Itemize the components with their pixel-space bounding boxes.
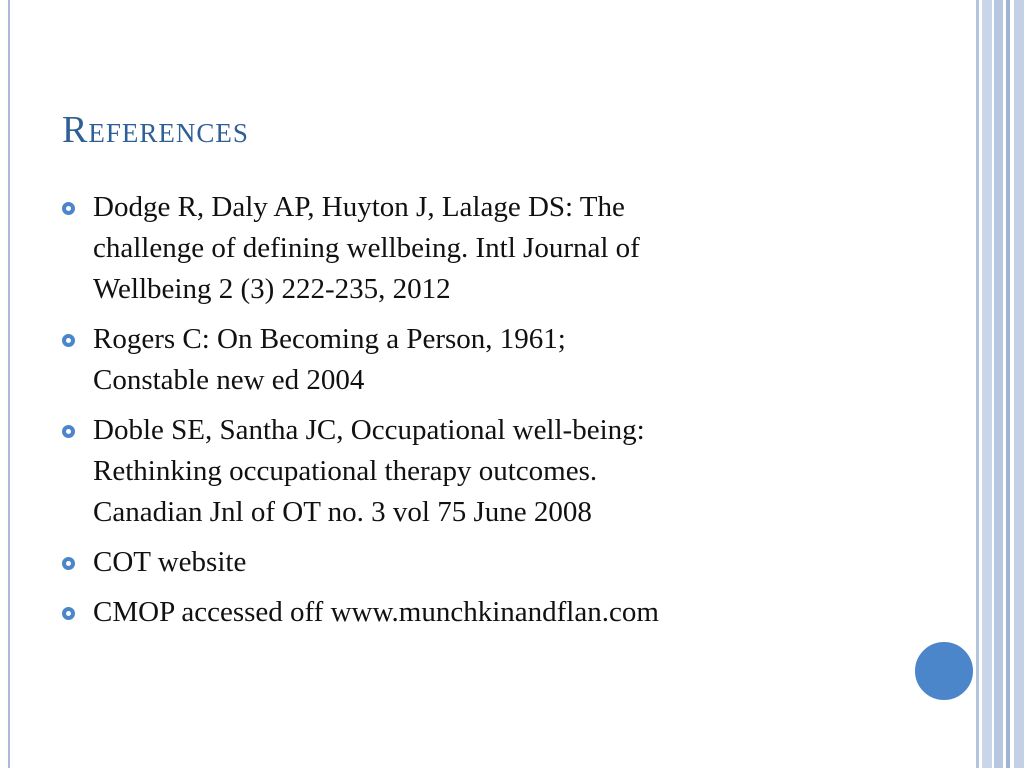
reference-item	[62, 319, 862, 401]
reference-text: Doble SE, Santha JC, Occupational well-being: Rethinking occupational therapy outcomes. Canadian Jnl of OT no. 3 vol 75 June 2008	[93, 414, 645, 528]
bullet-ring-icon	[62, 607, 75, 620]
reference-text: Rogers C: On Becoming a Person, 1961; Constable new ed 2004	[93, 323, 566, 396]
bullet-ring-icon	[62, 425, 75, 438]
bullet-ring-icon	[62, 202, 75, 215]
stripe	[1014, 0, 1024, 768]
reference-item	[62, 592, 862, 633]
reference-text: COT website	[93, 546, 247, 578]
reference-text: CMOP accessed off www.munchkinandflan.com	[93, 596, 659, 628]
slide-title: References	[62, 109, 249, 151]
bullet-ring-icon	[62, 557, 75, 570]
reference-list	[62, 187, 862, 642]
reference-text: Dodge R, Daly AP, Huyton J, Lalage DS: The challenge of defining wellbeing. Intl Journal of Wellbeing 2 (3) 222-235, 2012	[93, 191, 640, 305]
decorative-circle	[913, 640, 975, 702]
reference-item	[62, 187, 862, 310]
left-border-rule	[8, 0, 10, 768]
right-decorative-stripes	[976, 0, 1024, 768]
reference-item	[62, 542, 862, 583]
stripe	[994, 0, 1003, 768]
bullet-ring-icon	[62, 334, 75, 347]
reference-item	[62, 410, 862, 533]
stripe	[982, 0, 992, 768]
